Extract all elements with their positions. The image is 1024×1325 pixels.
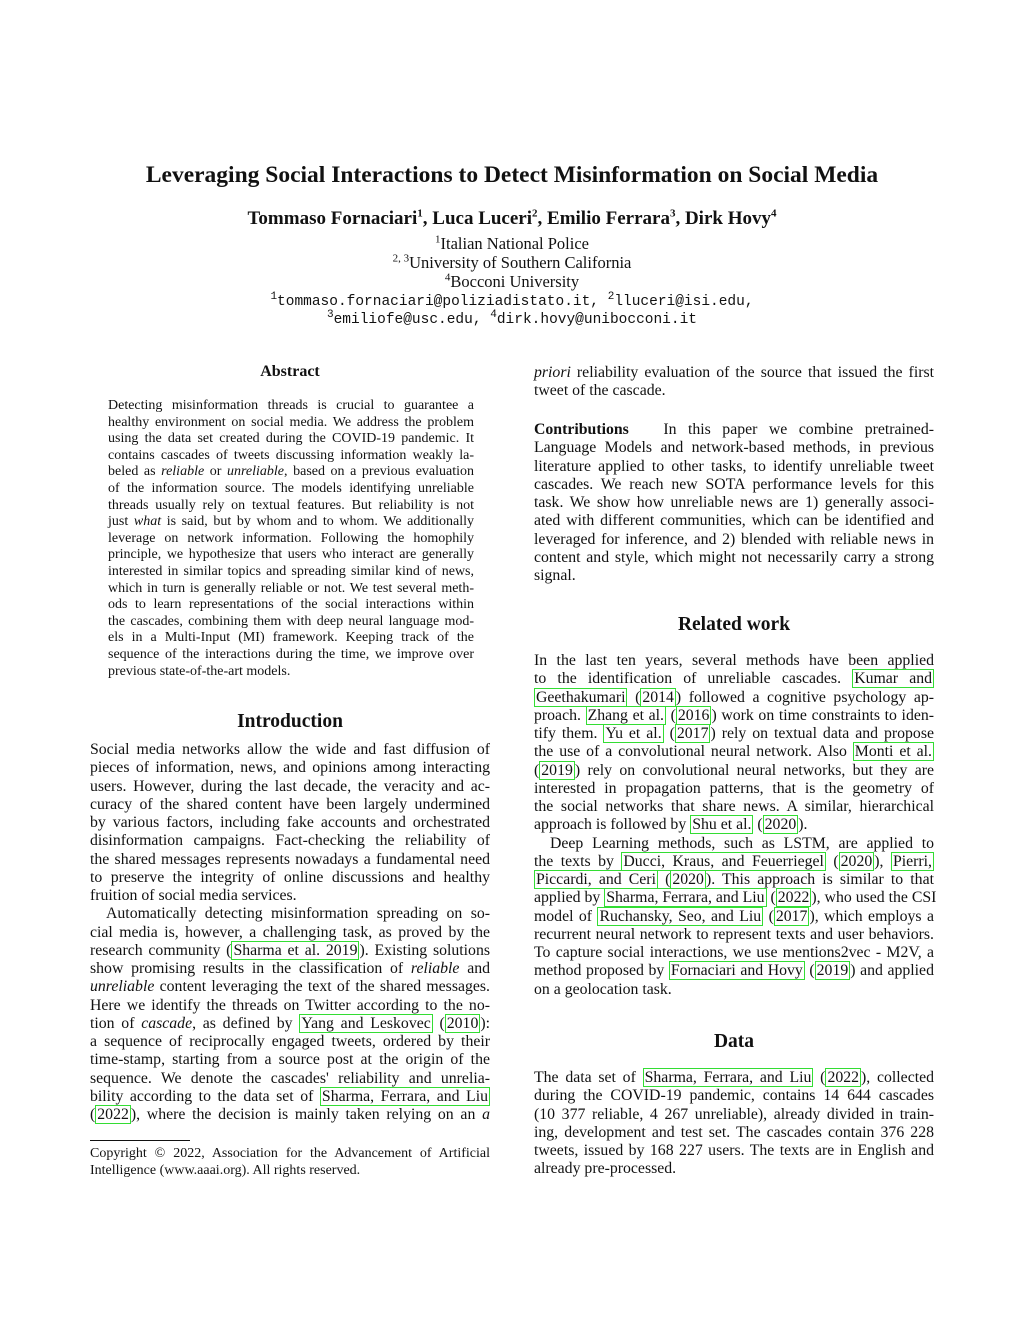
author-name: Luca Luceri bbox=[432, 208, 533, 229]
citation-link[interactable]: 2019 bbox=[816, 962, 849, 980]
text-line: literature applied to other tasks, to identify unreliable tweet bbox=[534, 457, 934, 475]
contributions-paragraph bbox=[534, 421, 934, 585]
text-line: proach. Zhang et al. ( 2016 ) work on time constraints to iden- bbox=[534, 706, 935, 724]
text-line: ing, development and test set. The cascades contain 376 228 bbox=[534, 1123, 934, 1141]
text-line: Detecting misinformation threads is crucial to guarantee a bbox=[108, 398, 474, 413]
abstract-heading: Abstract bbox=[260, 363, 320, 380]
text-line: leverage on network information. Following the homophily bbox=[108, 530, 474, 546]
author-sup: 2 bbox=[532, 207, 538, 220]
text-line: interested in similar topics and spreading similar kind of news, bbox=[108, 563, 474, 579]
email-sup: 2 bbox=[607, 291, 615, 304]
text-line: by various factors, including fake accounts and orchestrated bbox=[90, 814, 490, 831]
paper-title: Leveraging Social Interactions to Detect Misinformation on Social Media bbox=[145, 162, 879, 188]
footnote-rule bbox=[90, 1140, 190, 1141]
citation-link[interactable]: 2020 bbox=[840, 852, 873, 870]
text-line: ods to learn representations of the social interactions within bbox=[108, 597, 474, 613]
related-work-heading: Related work bbox=[677, 614, 791, 635]
text-line: of the information source. The models identifying unreliable bbox=[108, 480, 474, 496]
affiliation-1 bbox=[0, 235, 1024, 253]
text-line: priori reliability evaluation of the source that issued the first bbox=[534, 364, 935, 381]
text-line: using the data set created during the COVID-19 pandemic. It bbox=[108, 431, 474, 447]
text-line: Piccardi, and Ceri ( 2020 ). This approach is similar to that bbox=[536, 871, 934, 888]
citation-link[interactable]: Shu et al. bbox=[692, 816, 752, 834]
text-line: Language Models and network-based methods, in previous bbox=[534, 439, 934, 457]
citation-link[interactable]: Ducci, Kraus, and Feuerriegel bbox=[623, 852, 824, 870]
text-line: Social media networks allow the wide and fast diffusion of bbox=[90, 741, 490, 758]
text-line: els in a Multi-Input (MI) framework. Keeping track of the bbox=[108, 630, 474, 646]
citation-link[interactable]: 2020 bbox=[764, 816, 797, 834]
text-line: tify them. Yu et al. ( 2017 ) rely on textual data and propose bbox=[534, 725, 934, 742]
citation-link[interactable]: Piccardi, and Ceri bbox=[536, 871, 656, 888]
citation-link[interactable]: Zhang et al. bbox=[587, 706, 664, 724]
affil-text: University of Southern California bbox=[409, 253, 632, 272]
email: emiliofe@usc.edu, bbox=[333, 312, 482, 328]
text-line: Geethakumari ( 2014 ) followed a cognitive psychology ap- bbox=[536, 688, 934, 706]
affil-sup: 2, 3 bbox=[392, 252, 410, 265]
text-line: healthy environment on social media. We address the problem bbox=[108, 414, 474, 430]
text-line: pieces of information, news, and opinions among interacting bbox=[90, 759, 490, 777]
author-sup: 4 bbox=[770, 207, 777, 220]
text-line: cascades. We reach new SOTA performance levels for this bbox=[534, 475, 934, 493]
author-sup: 3 bbox=[669, 207, 676, 220]
affil-text: Bocconi University bbox=[450, 272, 580, 291]
text-line: fruition of social media services. bbox=[90, 887, 297, 904]
text-line: which in turn is generally reliable or not. We test several meth- bbox=[108, 580, 474, 596]
text-line: the cascades, combining them with deep neural language mod- bbox=[108, 613, 474, 629]
text-line: a sequence of reciprocally engaged tweets, ordered by their bbox=[90, 1033, 490, 1050]
citation-link[interactable]: 2017 bbox=[676, 725, 709, 742]
intro-continuation bbox=[534, 364, 934, 401]
text-line: leveraged for inference, and 2) blended with reliable news in bbox=[534, 530, 934, 548]
text-line: sequence of the interactions during the time, we improve over bbox=[108, 646, 474, 662]
text-line: ated with different communities, which can be identified and bbox=[534, 512, 934, 530]
text-line: ( 2019 ) rely on convolutional neural networks, but they are bbox=[534, 761, 934, 779]
text-line: applied by Sharma, Ferrara, and Liu ( 2022 ), who used the CSI bbox=[534, 889, 937, 907]
citation-link[interactable]: 2022 bbox=[777, 889, 810, 907]
author-name: Dirk Hovy bbox=[684, 208, 771, 229]
text-line: recurrent neural network to represent texts and user behaviors. bbox=[534, 925, 934, 943]
text-line: show promising results in the classification of reliable and bbox=[90, 960, 490, 977]
text-line: tion of cascade, as defined by Yang and Leskovec ( 2010 ): bbox=[90, 1014, 490, 1032]
email-line-1 bbox=[0, 293, 1024, 311]
text-line: In the last ten years, several methods have been applied bbox=[534, 652, 934, 669]
text-line: to preserve the integrity of online discussions and healthy bbox=[90, 868, 490, 886]
affil-sup: 4 bbox=[444, 271, 451, 284]
text-line: Copyright © 2022, Association for the Advancement of Artificial bbox=[90, 1146, 490, 1161]
text-line: principle, we hypothesize that users who interact are generally bbox=[108, 547, 474, 563]
citation-link[interactable]: 2010 bbox=[446, 1014, 479, 1032]
text-line: the texts by Ducci, Kraus, and Feuerriegel ( 2020 ), Pierri, bbox=[534, 852, 932, 870]
author-name: Emilio Ferrara bbox=[547, 208, 670, 229]
text-line: tweets, issued by 168 227 users. The texts are in English and bbox=[534, 1142, 934, 1159]
citation-link[interactable]: 2022 bbox=[97, 1106, 129, 1123]
affiliation-2 bbox=[0, 254, 1024, 272]
text-line: ( 2022 ), where the decision is mainly taken relying on an a bbox=[90, 1106, 490, 1123]
text-line: sequence. We denote the cascades' reliability and unrelia- bbox=[90, 1069, 490, 1087]
text-line: threads usually rely on textual features. But reliability is not bbox=[108, 497, 474, 513]
text-line: to the identification of unreliable cascades. Kumar and bbox=[534, 670, 933, 688]
text-line: bility according to the data set of Sharma, Ferrara, and Liu bbox=[90, 1087, 488, 1105]
email-sup: 1 bbox=[270, 291, 278, 304]
text-line: cial media is, however, a challenging task, as proved by the bbox=[90, 923, 490, 941]
text-line: Automatically detecting misinformation spreading on so- bbox=[106, 905, 490, 923]
email-sup: 4 bbox=[490, 309, 497, 322]
author-sup: 1 bbox=[417, 207, 423, 220]
email-line-2 bbox=[0, 311, 1024, 329]
data-heading: Data bbox=[713, 1031, 755, 1052]
email-sup: 3 bbox=[327, 309, 334, 322]
copyright-footnote bbox=[90, 1146, 490, 1179]
text-line: the social networks that share news. A similar, hierarchical bbox=[534, 798, 934, 815]
citation-link[interactable]: Yu et al. bbox=[605, 725, 662, 742]
text-line: signal. bbox=[534, 567, 576, 584]
citation-link[interactable]: Geethakumari bbox=[536, 688, 626, 706]
author-list: Tommaso Fornaciari$^1$, Luca Luceri$^2$, Emilio Ferrara$^3$, Dirk Hovy$^4$ bbox=[247, 207, 777, 229]
email: lluceri@isi.edu, bbox=[614, 294, 754, 310]
abstract-body bbox=[108, 398, 474, 680]
email: dirk.hovy@unibocconi.it bbox=[496, 312, 697, 328]
text-line: task. We show how unreliable news are 1) generally associ- bbox=[534, 494, 934, 511]
text-line: Contributions In this paper we combine pretrained- bbox=[534, 421, 934, 438]
text-line: on a geolocation task. bbox=[534, 980, 672, 998]
citation-link[interactable]: Sharma, Ferrara, and Liu bbox=[321, 1087, 488, 1105]
related-work-body bbox=[534, 652, 937, 999]
text-line: approach is followed by Shu et al. ( 2020 ). bbox=[534, 816, 808, 834]
email: tommaso.fornaciari@poliziadistato.it, bbox=[277, 294, 599, 310]
citation-link[interactable]: 2020 bbox=[672, 871, 704, 888]
citation-link[interactable]: Sharma, Ferrara, and Liu bbox=[606, 889, 765, 907]
text-line: just what is said, but by whom and to whom. We additionally bbox=[108, 514, 475, 530]
text-line: Here we identify the threads on Twitter according to the no- bbox=[90, 996, 490, 1014]
citation-link[interactable]: 2019 bbox=[541, 761, 573, 779]
text-line: Deep Learning methods, such as LSTM, are applied to bbox=[550, 834, 934, 852]
citation-link[interactable]: 2014 bbox=[642, 688, 674, 706]
data-body bbox=[534, 1069, 934, 1179]
text-line: previous state-of-the-art models. bbox=[108, 663, 291, 679]
citation-link[interactable]: Kumar and bbox=[854, 670, 933, 688]
text-line: Intelligence (www.aaai.org). All rights reserved. bbox=[90, 1162, 361, 1178]
citation-link[interactable]: 2017 bbox=[775, 907, 808, 925]
text-line: beled as reliable or unreliable, based on a previous evaluation bbox=[108, 464, 475, 480]
text-line: model of Ruchansky, Seo, and Liu ( 2017 ), which employs a bbox=[534, 907, 934, 925]
text-line: research community ( Sharma et al. 2019 ). Existing solutions bbox=[90, 941, 491, 959]
text-line: curacy of the shared content have been largely undermined bbox=[90, 795, 490, 813]
text-line: users. However, during the last decade, the veracity and ac- bbox=[90, 777, 490, 795]
citation-link[interactable]: Sharma, Ferrara, and Liu bbox=[644, 1069, 812, 1086]
text-line: The data set of Sharma, Ferrara, and Liu ( 2022 ), collected bbox=[534, 1069, 935, 1086]
affiliation-3 bbox=[0, 273, 1024, 291]
citation-link[interactable]: Ruchansky, Seo, and Liu bbox=[599, 907, 762, 925]
citation-link[interactable]: Yang and Leskovec bbox=[301, 1014, 431, 1032]
text-line: already pre-processed. bbox=[534, 1160, 677, 1178]
text-line: (10 377 reliable, 4 267 unreliable), already divided in train- bbox=[534, 1105, 934, 1123]
citation-link[interactable]: Monti et al. bbox=[854, 743, 932, 761]
text-line: method proposed by Fornaciari and Hovy ( 2019 ) and applied bbox=[534, 962, 934, 980]
introduction-heading: Introduction bbox=[237, 711, 343, 732]
text-line: unreliable content leveraging the text of the shared messages. bbox=[90, 978, 491, 996]
citation-link[interactable]: 2016 bbox=[677, 706, 710, 724]
author-name: Tommaso Fornaciari bbox=[247, 208, 418, 229]
introduction-body bbox=[90, 741, 490, 1124]
text-line: the use of a convolutional neural network. Also Monti et al. bbox=[534, 743, 932, 761]
text-line: content and style, which might not necessarily carry a strong bbox=[534, 548, 934, 566]
citation-link[interactable]: Fornaciari and Hovy bbox=[670, 962, 803, 980]
text-line: disinformation campaigns. Fact-checking the reliability of bbox=[90, 832, 490, 850]
text-line: time-stamp, starting from a source post at the origin of the bbox=[90, 1051, 490, 1069]
text-line: contains cascades of tweets discussing information weakly la- bbox=[108, 447, 474, 463]
text-line: the shared messages represents nowadays a fundamental need bbox=[90, 850, 490, 868]
affil-sup: 1 bbox=[435, 233, 441, 246]
citation-link[interactable]: 2022 bbox=[827, 1069, 860, 1086]
text-line: tweet of the cascade. bbox=[534, 382, 666, 400]
text-line: To capture social interactions, we use mentions2vec - M2V, a bbox=[534, 944, 934, 961]
text-line: interested in propagation patterns, that is the geometry of bbox=[534, 779, 934, 797]
citation-link[interactable]: Pierri, bbox=[892, 852, 932, 870]
citation-link[interactable]: Sharma et al. 2019 bbox=[233, 941, 358, 959]
contributions-label: Contributions bbox=[534, 421, 629, 438]
text-line: during the COVID-19 pandemic, contains 14 644 cascades bbox=[534, 1087, 934, 1105]
affil-text: Italian National Police bbox=[440, 234, 589, 253]
